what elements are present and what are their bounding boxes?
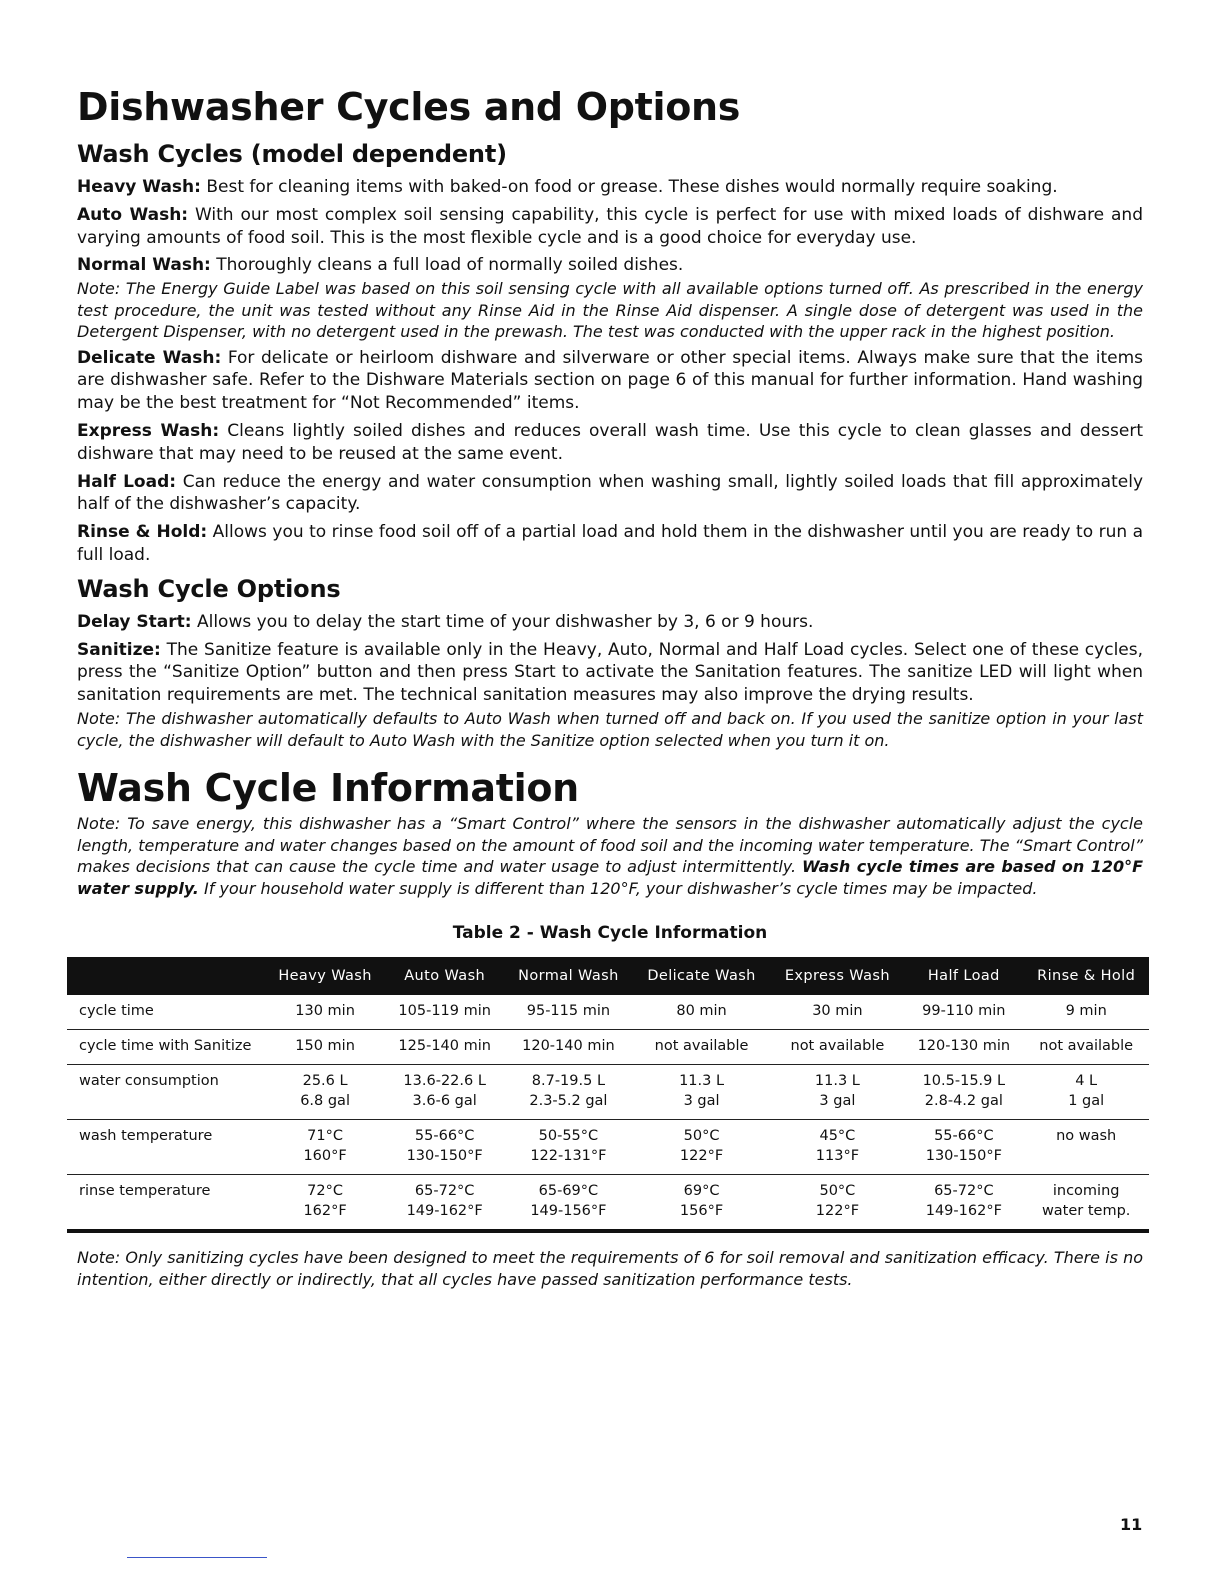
cell-value: 125-140 min [398, 1038, 491, 1055]
table-header-cell: Half Load [904, 957, 1023, 995]
table-cell [385, 995, 504, 1030]
table-header-cell: Auto Wash [385, 957, 504, 995]
cell-value: 156°F [679, 1203, 724, 1220]
cell-value: 149-162°F [925, 1203, 1002, 1220]
cell-value: 3.6-6 gal [412, 1093, 477, 1110]
table-cell [1023, 1065, 1149, 1120]
table-header-cell [67, 957, 265, 995]
cell-value: 25.6 L [302, 1073, 348, 1090]
table-cell [770, 1120, 904, 1175]
auto-wash-default-note: Note: The dishwasher automatically defaults to Auto Wash when turned off and back on. If you used the sanitize option in your last cycle, the dishwasher will default to Auto Wash with the Sanitize option selected when you turn it on. [77, 709, 1143, 750]
page-number: 11 [1120, 1515, 1143, 1534]
cell-value: 6.8 gal [300, 1093, 350, 1110]
table-row [67, 1175, 1149, 1232]
cell-value: 50°C [819, 1183, 856, 1200]
cell-value: 30 min [812, 1003, 863, 1020]
table-cell [633, 1065, 771, 1120]
cell-value: 8.7-19.5 L [531, 1073, 606, 1090]
table-cell [904, 1065, 1023, 1120]
cycle-express-wash: Express Wash: Cleans lightly soiled dishes and reduces overall wash time. Use this cycle to clean glasses and dessert dishware that may need to be reused at the same event. [77, 421, 1143, 464]
cell-value: 50°C [683, 1128, 720, 1145]
cell-value: 120-140 min [522, 1038, 615, 1055]
table-cell [504, 1065, 632, 1120]
cell-value: 1 gal [1068, 1093, 1105, 1110]
smart-control-note: Note: To save energy, this dishwasher has a “Smart Control” where the sensors in the dishwasher automatically adjust the cycle length, temperature and water changes based on the amount of food soil and the incoming water temperature. The “Smart Control” makes decisions that can cause the cycle time and water usage to adjust intermittently. Wash cycle times are based on 120°F water supply. If your household water supply is different than 120°F, your dishwasher’s cycle times may be impacted. [77, 814, 1144, 898]
cell-value: 130-150°F [406, 1148, 483, 1165]
table-cell [265, 1120, 385, 1175]
cell-value: 130-150°F [925, 1148, 1002, 1165]
cell-value: 9 min [1065, 1003, 1107, 1020]
table-cell [385, 1065, 504, 1120]
cell-value: 122°F [679, 1148, 724, 1165]
cell-value: 2.8-4.2 gal [924, 1093, 1003, 1110]
cell-value: water temp. [1041, 1203, 1131, 1220]
table-header-cell: Rinse & Hold [1023, 957, 1149, 995]
table-row [67, 1120, 1149, 1175]
table-header-cell: Normal Wash [504, 957, 632, 995]
cell-value: 149-156°F [530, 1203, 607, 1220]
table-cell [504, 1030, 632, 1065]
table-cell [265, 1175, 385, 1232]
table-cell [385, 1120, 504, 1175]
table-cell [770, 1175, 904, 1232]
table-header-cell: Express Wash [770, 957, 904, 995]
cell-value: 80 min [676, 1003, 727, 1020]
cell-value: 95-115 min [526, 1003, 611, 1020]
cycle-normal-wash: Normal Wash: Thoroughly cleans a full load of normally soiled dishes. [77, 255, 684, 276]
table-cell [265, 1030, 385, 1065]
cell-value: 130 min [295, 1003, 355, 1020]
table-cell [904, 1120, 1023, 1175]
table-cell [265, 995, 385, 1030]
cycle-half-load: Half Load: Can reduce the energy and water consumption when washing small, lightly soiled loads that fill approximately half of the dishwasher’s capacity. [77, 471, 1144, 515]
cell-value: 45°C [819, 1128, 856, 1145]
wash-cycle-table [67, 957, 1149, 1233]
cell-value: 69°C [683, 1183, 720, 1200]
table-cell [770, 995, 904, 1030]
cell-value: 55-66°C [414, 1128, 475, 1145]
manual-page [77, 82, 1143, 1294]
cycle-heavy-wash: Heavy Wash: Best for cleaning items with baked-on food or grease. These dishes would normally require soaking. [77, 177, 1058, 197]
cell-value: 71°C [307, 1128, 343, 1145]
option-sanitize: Sanitize: The Sanitize feature is available only in the Heavy, Auto, Normal and Half Load cycles. Select one of these cycles, press the “Sanitize Option” button and then press Start to activate the Sanitation features. The sanitize LED will light when sanitation requirements are met. The technical sanitation measures may also improve the drying results. [77, 639, 1144, 706]
cell-value: 3 gal [819, 1093, 856, 1110]
cell-value: 99-110 min [922, 1003, 1006, 1020]
cell-value: 3 gal [683, 1093, 720, 1110]
cell-value: 65-69°C [538, 1183, 599, 1200]
table-cell [633, 1175, 771, 1232]
sanitization-footer-note: Note: Only sanitizing cycles have been designed to meet the requirements of 6 for soil removal and sanitization efficacy. There is no intention, either directly or indirectly, that all cycles have passed sanitization performance tests. [77, 1248, 1143, 1289]
cell-value: no wash [1056, 1128, 1117, 1145]
cell-value: 11.3 L [679, 1073, 725, 1090]
cell-value: not available [790, 1038, 885, 1055]
table-cell [904, 1030, 1023, 1065]
cell-value: 11.3 L [814, 1073, 860, 1090]
table-cell [504, 1120, 632, 1175]
wash-cycles-heading: Wash Cycles (model dependent) [77, 140, 507, 168]
row-label: water consumption [67, 1065, 265, 1120]
cell-value: not available [654, 1038, 749, 1055]
table-cell [633, 1120, 771, 1175]
cycle-rinse-hold: Rinse & Hold: Allows you to rinse food soil off of a partial load and hold them in the dishwasher until you are ready to run a full load. [77, 522, 1144, 566]
cell-value: 105-119 min [398, 1003, 491, 1020]
option-delay-start: Delay Start: Allows you to delay the start time of your dishwasher by 3, 6 or 9 hours. [77, 611, 814, 632]
wash-cycle-info-heading: Wash Cycle Information [77, 766, 579, 811]
cell-value: not available [1039, 1038, 1134, 1055]
cell-value: 122°F [815, 1203, 860, 1220]
table-cell [385, 1030, 504, 1065]
table-cell [633, 1030, 771, 1065]
cycle-auto-wash: Auto Wash: With our most complex soil sensing capability, this cycle is perfect for use with mixed loads of dishware and varying amounts of food soil. This is the most flexible cycle and is a good choice for everyday use. [77, 204, 1144, 248]
table-cell [504, 995, 632, 1030]
row-label: cycle time with Sanitize [67, 1030, 265, 1065]
table-row [67, 1065, 1149, 1120]
table-cell [904, 995, 1023, 1030]
cell-value: 10.5-15.9 L [922, 1073, 1006, 1090]
cell-value: 72°C [307, 1183, 343, 1200]
cell-value: 149-162°F [406, 1203, 483, 1220]
cell-value: 122-131°F [530, 1148, 607, 1165]
table-cell [265, 1065, 385, 1120]
table-cell [504, 1175, 632, 1232]
cell-value: 120-130 min [917, 1038, 1011, 1055]
table-header-cell: Heavy Wash [265, 957, 385, 995]
cell-value: 65-72°C [414, 1183, 475, 1200]
table-cell [904, 1175, 1023, 1232]
cell-value: 55-66°C [934, 1128, 994, 1145]
cell-value: 65-72°C [934, 1183, 994, 1200]
table-caption: Table 2 - Wash Cycle Information [452, 923, 768, 944]
table-cell [1023, 995, 1149, 1030]
cell-value: 13.6-22.6 L [403, 1073, 486, 1090]
table-header-row [67, 957, 1149, 995]
table-cell [1023, 1030, 1149, 1065]
cell-value: 160°F [303, 1148, 347, 1165]
row-label: cycle time [67, 995, 265, 1030]
cell-value: 4 L [1075, 1073, 1098, 1090]
table-row [67, 1030, 1149, 1065]
table-cell [1023, 1120, 1149, 1175]
cell-value: 162°F [303, 1203, 347, 1220]
cycle-delicate-wash: Delicate Wash: For delicate or heirloom dishware and silverware or other special items. Always make sure that the items are dishwasher safe. Refer to the Dishware Materials section on page 6 of this manual for further information. Hand washing may be the best treatment for “Not Recommended” items. [77, 347, 1144, 414]
table-row [67, 995, 1149, 1030]
cell-value: 150 min [295, 1038, 355, 1055]
row-label: wash temperature [67, 1120, 265, 1175]
cell-value: 50-55°C [538, 1128, 599, 1145]
cell-value: 113°F [815, 1148, 860, 1165]
cell-value: incoming [1052, 1183, 1120, 1200]
table-cell [770, 1030, 904, 1065]
table-cell [1023, 1175, 1149, 1232]
row-label: rinse temperature [67, 1175, 265, 1232]
energy-guide-note: Note: The Energy Guide Label was based on this soil sensing cycle with all available options turned off. As prescribed in the energy test procedure, the unit was tested without any Rinse Aid in the Rinse Aid dispenser. A single dose of detergent was used in the Detergent Dispenser, with no detergent used in the prewash. The test was conducted with the upper rack in the highest position. [77, 279, 1143, 342]
table-cell [633, 995, 771, 1030]
table-header-cell: Delicate Wash [633, 957, 771, 995]
cell-value: 2.3-5.2 gal [529, 1093, 608, 1110]
page-title: Dishwasher Cycles and Options [77, 85, 741, 129]
wash-options-heading: Wash Cycle Options [77, 574, 341, 603]
divider [127, 1557, 267, 1558]
table-cell [770, 1065, 904, 1120]
table-cell [385, 1175, 504, 1232]
